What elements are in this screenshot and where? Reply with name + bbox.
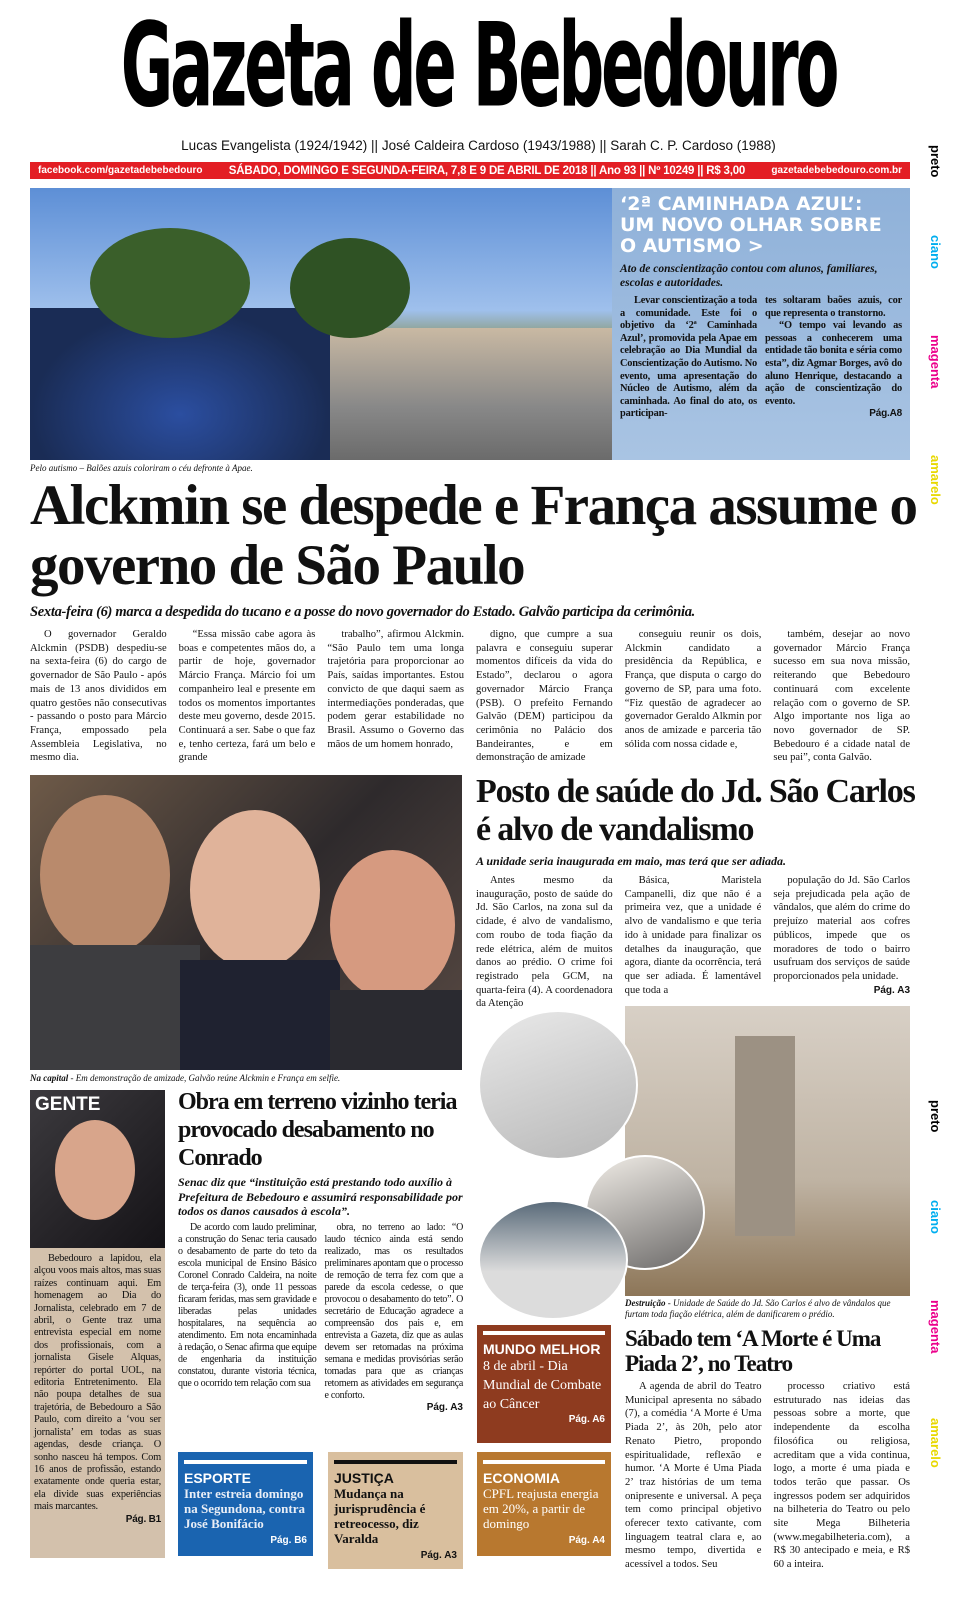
caminhada-photo-caption: Pelo autismo – Balões azuis coloriram o céu defronte à Apae. (30, 463, 253, 473)
facebook-link[interactable]: facebook.com/gazetadebebedouro (38, 165, 203, 176)
obra-col: De acordo com laudo preliminar, a construção do Senac teria causado o desabamento de parte do teto da escola municipal de Ensino Básico Coronel Conrado Caldeira, na noite de terça-feira (3), onde 11 pessoas ficaram feridas, mas sem gravidade e liberadas pelas unidades hospitalares, na sequência ao atendimento. Em nota encaminhada à redação, o Senac afirma que equipe de engenharia da instituição constatou, durante vistoria técnica, que o ocorrido tem relação com sua (178, 1222, 317, 1389)
obra-headline[interactable]: Obra em terreno vizinho teria provocado desabamento no Conrado (178, 1089, 457, 1171)
teatro-col: A agenda de abril do Teatro Municipal apresenta no sábado (7), a comédia ‘A Morte é Uma Piada 2’, às 20h, pelo ator Renato Pietro, propondo espiritualidade, reflexão e humor. ‘A Morte é Uma Piada 2’ traz histórias de um tema onipresente e universal. A peça tem como principal objetivo oferecer texto cativante, com linguagem teatral clara e, ao mesmo tempo, divertida e acessível a todos. Seu (625, 1381, 762, 1571)
posto-headline[interactable]: Posto de saúde do Jd. São Carlos é alvo de vandalismo (476, 773, 915, 848)
esporte-text: Inter estreia domingo na Segundona, contra José Bonifácio (184, 1486, 305, 1531)
mundo-text: 8 de abril - Dia Mundial de Combate ao Câncer (483, 1359, 602, 1412)
posto-subtitle: A unidade seria inaugurada em maio, mas terá que ser adiada. (476, 854, 787, 868)
posto-col: população do Jd. São Carlos seja prejudicada pela ação de vândalos, que além do crime do prejuízo material aos cofres públicos, impede que os moradores de todo o bairro usufruam dos serviços de saúde proporcionados pela unidade. (773, 875, 911, 982)
posto-caption-bold: Destruição (625, 1298, 666, 1308)
mundo-kicker: MUNDO MELHOR (483, 1341, 601, 1357)
posto-col: Antes mesmo da inauguração, posto de saúde do Jd. São Carlos, na zona sul da cidade, é alvo de vandalismo, com roubo de toda fiação da rede elétrica, além de muitos danos ao prédio. O crime foi registrado pela GCM, na quarta-feira (4). A coordenadora da Atenção (476, 875, 613, 1010)
lead-col: O governador Geraldo Alckmin (PSDB) despediu-se na sexta-feira (6) do cargo de governador de São Paulo - após mais de 13 anos divididos em quatro gestões não consecutivas - passando o posto para Márcio França, empossado pela Assembleia Legislativa, no mesmo dia. (30, 629, 167, 764)
site-link[interactable]: gazetadebebedouro.com.br (771, 165, 902, 176)
founders-line: Lucas Evangelista (1924/1942) || José Caldeira Cardoso (1943/1988) || Sarah C. P. Cardoso (1988) (181, 138, 776, 153)
esporte-box[interactable] (178, 1452, 313, 1556)
selfie-photo (30, 775, 462, 1070)
caminhada-col2b: “O tempo vai levando as pessoas a conhecerem uma entidade tão bonita e séria como esta”, diz Agmar Borges, avô do aluno Henrique, destacando a ação de conscientização do evento. (765, 320, 902, 407)
gente-box (30, 1090, 165, 1558)
print-mark-preto: preto (928, 1100, 943, 1133)
posto-photo-window (478, 1200, 628, 1320)
obra-columns (178, 1222, 463, 1414)
caminhada-subtitle: Ato de conscientização contou com alunos, familiares, escolas e autoridades. (620, 263, 878, 289)
mundo-melhor-box[interactable] (477, 1325, 611, 1443)
gente-text: Bebedouro a lapidou, ela alçou voos mais altos, mas suas raízes continuam aqui. Em homenagem ao Dia do Jornalista, celebrado em 7 de abril, o Gente traz uma entrevista especial em nome dos profissionais, com a jornalista Gisele Alquas, repórter do portal UOL, na editoria Entretenimento. Ela não poupa detalhes de sua trajetória, de Bebedouro a São Paulo, com direito a ‘vou ser jornalista’ em todas as suas agendas, desde criança. O sonho nasceu há tempos. Com 16 anos de profissão, estando exatamente onde queria estar, ela divide suas experiências mais marcantes. (34, 1253, 161, 1513)
print-mark-amarelo: amarelo (928, 1418, 943, 1468)
lead-headline[interactable]: Alckmin se despede e França assume o governo de São Paulo (30, 474, 917, 597)
justica-box[interactable] (328, 1452, 463, 1569)
posto-caption (625, 1298, 910, 1320)
print-mark-magenta: magenta (928, 1300, 943, 1354)
selfie-caption-bold: Na capital (30, 1073, 69, 1083)
masthead-title: Gazeta de Bebedouro (120, 0, 837, 134)
print-mark-preto: preto (928, 145, 943, 178)
posto-col: Básica, Maristela Campanelli, diz que não é a primeira vez, que a unidade é alvo de vandalismo e que teria ido à unidade para finalizar os detalhes da inauguração, que agora, diante da ocorrência, terá que ser adiada. É lamentável que toda a (624, 875, 762, 996)
caminhada-col1: Levar conscientização a toda a comunidade. Este foi o objetivo da ‘2ª Caminhada Azul’, promovida pela Apae em celebração ao Dia Mundial da Conscientização do Autismo. No evento, uma apresentação do Núcleo de Autismo, além da caminhada. Ao final do ato, os participan- (620, 295, 757, 420)
posto-caption-text: - Unidade de Saúde do Jd. São Carlos é alvo de vândalos que furtam toda fiação elétrica, além de danificarem o prédio. (625, 1298, 891, 1319)
caminhada-photo (30, 188, 612, 460)
dateline-bar (30, 162, 910, 179)
lead-col: digno, que cumpre a sua palavra e conseguiu superar momentos difíceis da vida do Estado”, declarou o agora governador Márcio França (PSB). O prefeito Fernando Galvão (DEM) participou da cerimônia no Palácio dos Bandeirantes, e em demonstração de amizade (476, 629, 613, 764)
teatro-col: processo criativo está estruturado nas ideias das pessoas sobre a morte, que independente da escolha filosófica ou religiosa, acreditam que a vida continua, logo, a morte é uma piada e todos terão que passar. Os ingressos podem ser adquiridos na bilheteria do Teatro ou pelo site Mega Bilheteria (www.megabilheteria.com), a R$ 30 antecipado e meia, e R$ 60 a inteira. (773, 1381, 910, 1571)
selfie-caption-text: - Em demonstração de amizade, Galvão reúne Alckmin e França em selfie. (68, 1073, 341, 1083)
caminhada-title[interactable]: ‘2ª CAMINHADA AZUL’: UM NOVO OLHAR SOBRE O AUTISMO > (620, 193, 882, 257)
esporte-kicker: ESPORTE (184, 1470, 251, 1486)
justica-kicker: JUSTIÇA (334, 1470, 394, 1486)
posto-page-ref[interactable]: Pág. A3 (873, 984, 911, 996)
selfie-caption (30, 1073, 340, 1083)
economia-page-ref: Pág. A4 (568, 1535, 605, 1546)
economia-kicker: ECONOMIA (483, 1470, 560, 1486)
obra-subtitle: Senac diz que “instituição está prestando todo auxílio à Prefeitura de Bebedouro e assumirá responsabilidade por todos os danos causados à escola”. (178, 1175, 463, 1218)
mundo-page-ref: Pág. A6 (568, 1414, 605, 1425)
print-mark-ciano: ciano (928, 235, 943, 269)
lead-col: “Essa missão cabe agora às boas e competentes mãos do, a partir de hoje, governador Márcio França. Márcio foi um companheiro leal e presente em todos os momentos importantes deste meu governo, desde 2015. Continuará a ser. Sabe o que faz e, tenho certeza, fará um belo e grande (178, 629, 316, 764)
posto-columns (476, 874, 911, 1010)
posto-photo-ceiling (478, 1010, 638, 1160)
gente-page-ref[interactable]: Pág. B1 (125, 1513, 161, 1525)
economia-box[interactable] (477, 1452, 611, 1556)
obra-page-ref[interactable]: Pág. A3 (426, 1402, 463, 1413)
edition-info: SÁBADO, DOMINGO E SEGUNDA-FEIRA, 7,8 E 9 DE ABRIL DE 2018 || Ano 93 || Nº 10249 || R$ 3,00 (228, 164, 746, 177)
caminhada-col2a: tes soltaram baões azuis, cor que representa o transtorno. (765, 295, 902, 319)
print-mark-amarelo: amarelo (928, 455, 943, 505)
print-mark-magenta: magenta (928, 335, 943, 389)
gente-photo (30, 1090, 165, 1248)
caminhada-page-ref[interactable]: Pág.A8 (869, 408, 902, 420)
esporte-page-ref: Pág. B6 (270, 1535, 307, 1546)
justica-text: Mudança na jurisprudência é retreocesso, diz Varalda (334, 1486, 426, 1546)
obra-col: obra, no terreno ao lado: “O laudo técnico ainda está sendo realizado, mas os resultados preliminares apontam que o processo de remoção de terra fez com que a parede da escola cedesse, o que provocou o desabamento do teto”. O secretário de Educação agradece a compreensão dos pais e, em entrevista a Gazeta, diz que as aulas devem ser retomadas na próxima semana e medidas provisórias serão tomadas para que as crianças retomem as atividades em segurança e conforto. (324, 1222, 463, 1401)
teatro-columns (625, 1380, 910, 1571)
print-mark-ciano: ciano (928, 1200, 943, 1234)
lead-columns (30, 628, 911, 764)
caminhada-box (612, 188, 910, 460)
lead-col: trabalho”, afirmou Alckmin. “São Paulo tem uma longa trajetória para proporcionar ao País, saídas importantes. Estou convicto de que daqui saem as intermediações ponderadas, que podem gerar estabilidade no Brasil. Assumo o Governo das mãos de um homem honrado, (327, 629, 465, 750)
lead-col: também, desejar ao novo governador Márcio França sucesso em sua nova missão, reiterando que Bebedouro continuará com excelente relação com o governo de SP. Algo importante nos liga ao novo governador de SP. Bebedouro é a cidade natal de seu pai”, conta Galvão. (773, 629, 911, 764)
teatro-headline[interactable]: Sábado tem ‘A Morte é Uma Piada 2’, no Teatro (625, 1326, 881, 1376)
lead-subtitle: Sexta-feira (6) marca a despedida do tucano e a posse do novo governador do Estado. Galvão participa da cerimônia. (30, 604, 695, 620)
justica-page-ref: Pág. A3 (420, 1550, 457, 1561)
gente-label: GENTE (35, 1094, 101, 1115)
economia-text: CPFL reajusta energia em 20%, a partir de domingo (483, 1486, 599, 1531)
lead-col: conseguiu reunir os dois, Alckmin candidato a presidência da República, e França, que disputa o cargo do governo de SP, para uma foto. “Fiz questão de agradecer ao governador Geraldo Alkmin por anos de amizade e parceria tão sólida com nossa cidade e, (624, 629, 762, 750)
